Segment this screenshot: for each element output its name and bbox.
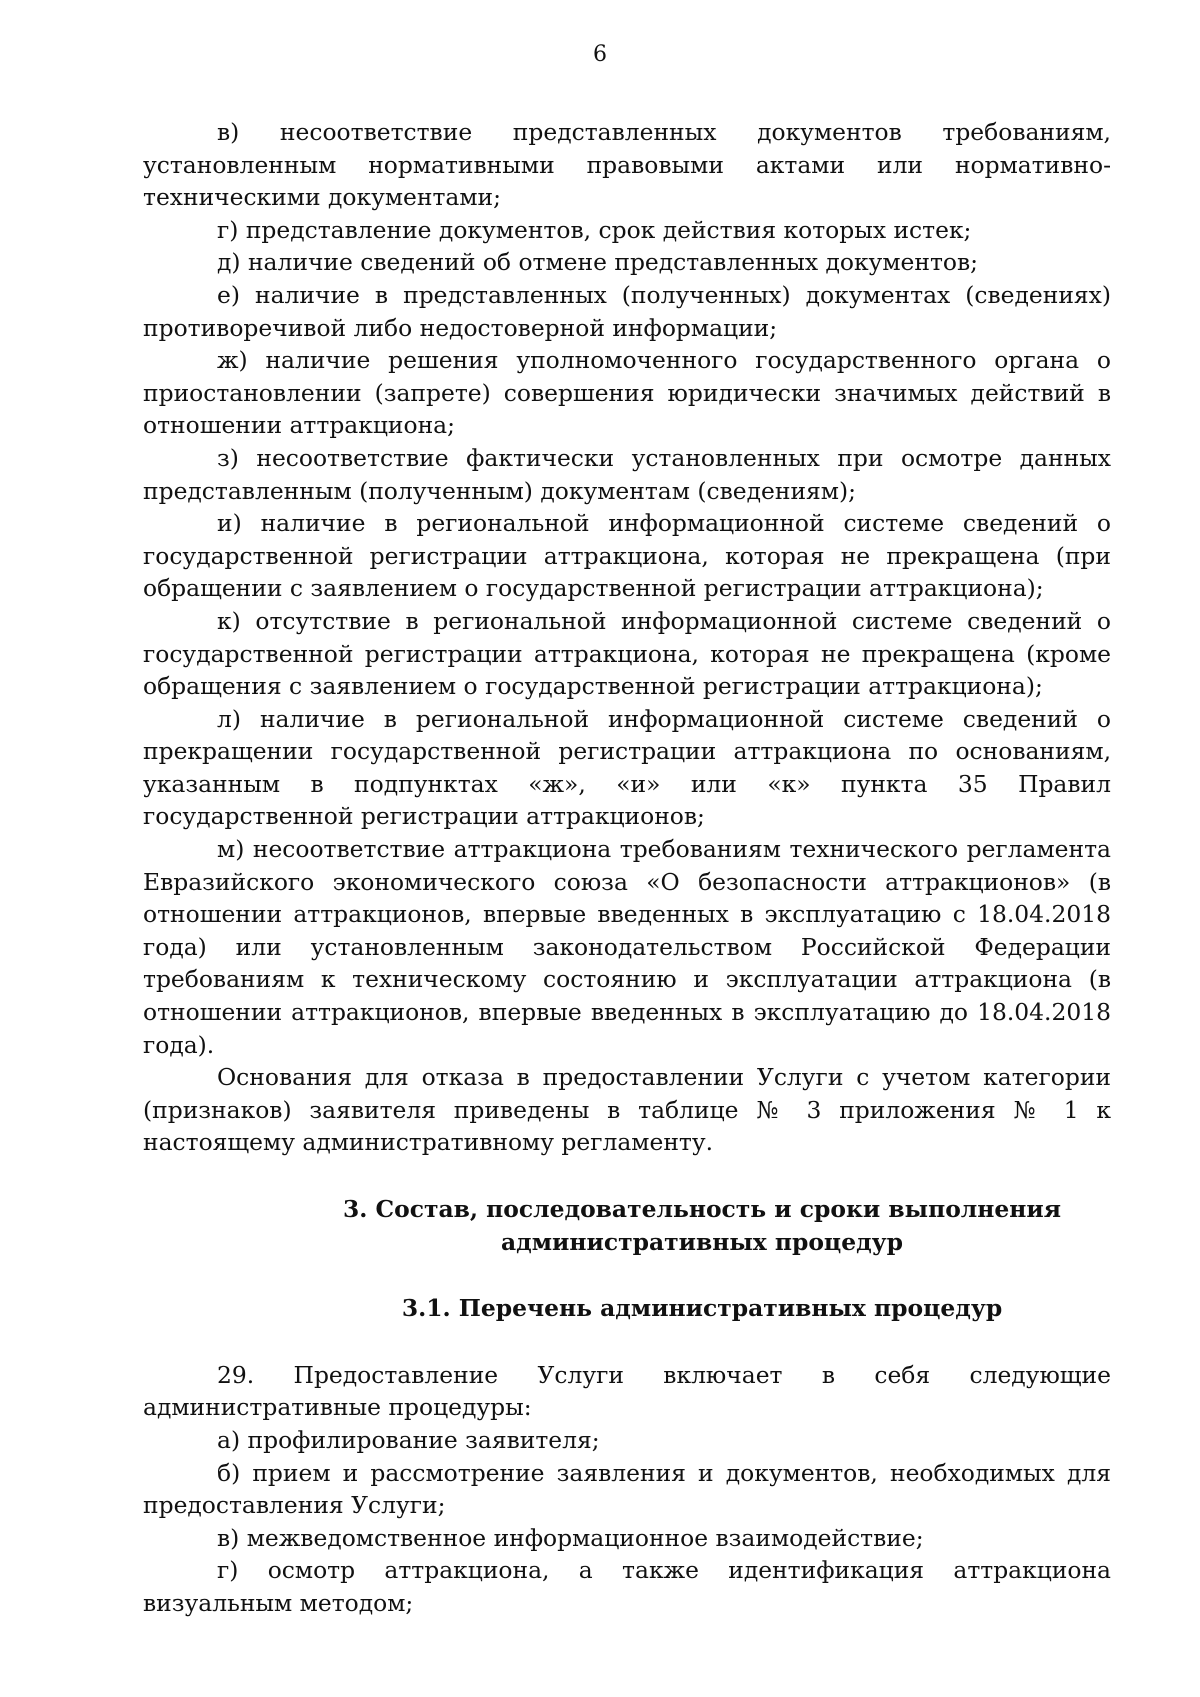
item-d-cancelled-documents: д) наличие сведений об отмене представленных документов; — [217, 248, 979, 277]
procedure-a-profiling: а) профилирование заявителя; — [217, 1425, 600, 1454]
item-m-technical-noncompliance: м) несоответствие аттракциона требованиям технического регламента Евразийского экономического союза «О безопасности аттракционов» (в отношении аттракционов, впервые введенных в эксплуатацию с 18.04.2018 года) или установленным законодательством Российской Федерации требованиям к техническому состоянию и эксплуатации аттракциона (в отношении аттракционов, впервые введенных в эксплуатацию до 18.04.2018 года). — [143, 835, 1111, 1059]
document-body — [143, 116, 1111, 1620]
item-i-registration-exists: и) наличие в региональной информационной системе сведений о государственной регистрации аттракциона, которая не прекращена (при обращении с заявлением о государственной регистрации аттракциона); — [143, 509, 1111, 603]
item-l-registration-terminated: л) наличие в региональной информационной системе сведений о прекращении государственной регистрации аттракциона по основаниям, указанным в подпунктах «ж», «и» или «к» пункта 35 Правил государственной регистрации аттракционов; — [143, 704, 1111, 831]
procedure-v-interagency-interaction: в) межведомственное информационное взаимодействие; — [217, 1523, 924, 1552]
procedure-b-application-review: б) прием и рассмотрение заявления и документов, необходимых для предоставления Услуги; — [143, 1458, 1111, 1520]
item-zh-suspension-decision: ж) наличие решения уполномоченного государственного органа о приостановлении (запрете) совершения юридически значимых действий в отношении аттракциона; — [143, 346, 1111, 440]
page-number: 6 — [593, 42, 607, 67]
item-e-contradictory-info: е) наличие в представленных (полученных) документах (сведениях) противоречивой либо недостоверной информации; — [143, 280, 1111, 342]
refusal-grounds-note: Основания для отказа в предоставлении Услуги с учетом категории (признаков) заявителя приведены в таблице № 3 приложения № 1 к настоящему административному регламенту. — [143, 1063, 1111, 1157]
procedure-g-inspection: г) осмотр аттракциона, а также идентификация аттракциона визуальным методом; — [143, 1556, 1111, 1617]
procedures-list — [143, 1359, 1111, 1620]
section-heading — [143, 1193, 1111, 1258]
item-z-inspection-mismatch: з) несоответствие фактически установленных при осмотре данных представленным (полученным) документам (сведениям); — [143, 443, 1111, 505]
subsection-heading: 3.1. Перечень административных процедур — [401, 1294, 1003, 1323]
item-k-registration-absent: к) отсутствие в региональной информационной системе сведений о государственной регистрации аттракциона, которая не прекращена (кроме обращения с заявлением о государственной регистрации аттракциона); — [143, 606, 1111, 701]
section-heading-line2: административных процедур — [500, 1227, 904, 1256]
item-v-mismatch-requirements: в) несоответствие представленных документов требованиям, установленным нормативными правовыми актами или нормативно-техническими документами; — [143, 118, 1111, 212]
item-g-expired-documents: г) представление документов, срок действия которых истек; — [217, 215, 972, 244]
section-heading-line1: 3. Состав, последовательность и сроки выполнения — [342, 1195, 1062, 1223]
item-29-intro: 29. Предоставление Услуги включает в себя следующие административные процедуры: — [143, 1360, 1111, 1422]
